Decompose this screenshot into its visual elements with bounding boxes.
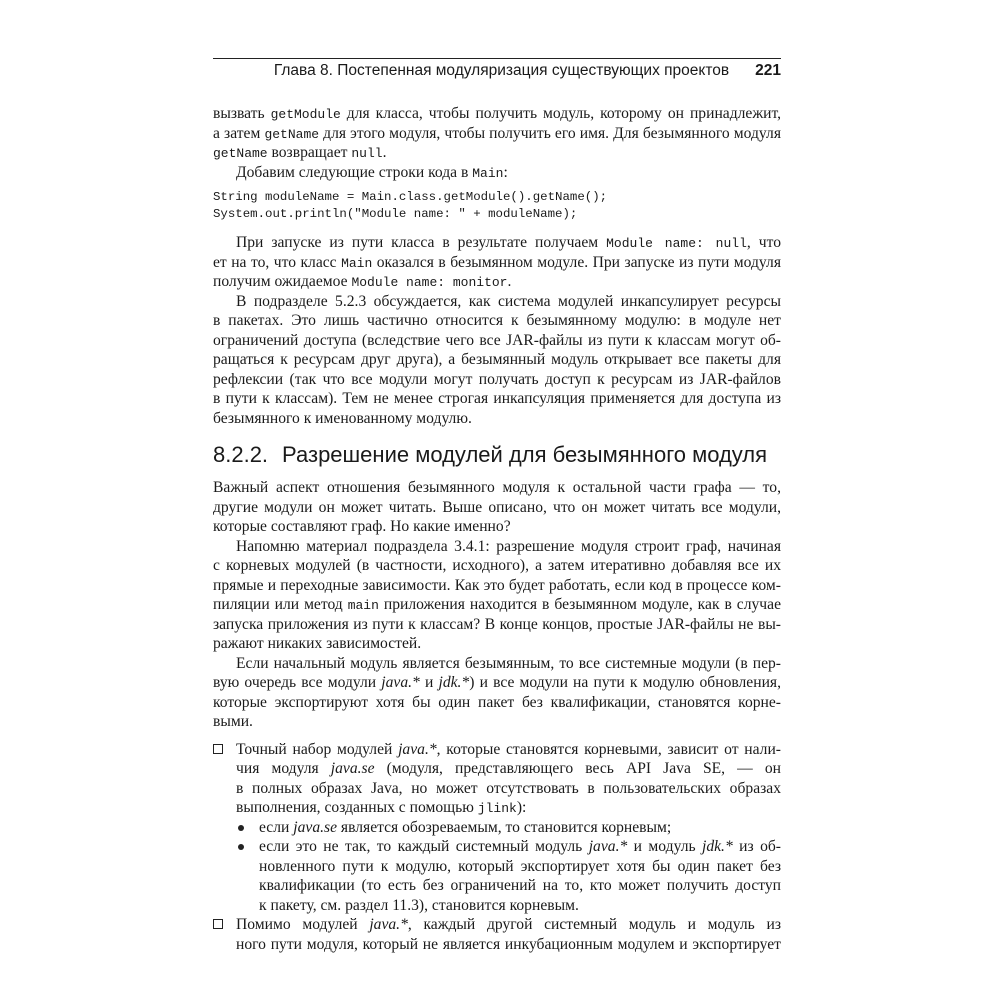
- text-line: если это не так, то каждый системный модуль java.* и модуль jdk.* из об-: [259, 838, 781, 855]
- text-line: другие модули он может читать. Выше описано, что он может читать все модули,: [213, 498, 781, 516]
- paragraph: [213, 654, 781, 732]
- chapter-title: Глава 8. Постепенная модуляризация существующих проектов: [273, 62, 730, 79]
- text-line: рефлексии (так что все модули могут получать доступ к ресурсам из JAR-файлов: [213, 370, 781, 388]
- text-line: в пакетах. Это лишь частично относится к безымянному модулю: в модуле нет: [213, 312, 781, 329]
- paragraph: [213, 292, 781, 429]
- text-line: которые составляют граф. Но какие именно?: [213, 518, 511, 535]
- text-line: Важный аспект отношения безымянного модуля к остальной части графа — то,: [213, 479, 781, 496]
- paragraph: [213, 478, 781, 537]
- text-line: а затем getName для этого модуля, чтобы получить его имя. Для безымянного модуля: [213, 124, 781, 142]
- text-line: квалификации (то есть без ограничений на то, кто может получить доступ: [259, 877, 781, 894]
- page-number: 221: [755, 62, 781, 79]
- spacer: [213, 428, 781, 440]
- text-line: которые экспортируют хотя бы один пакет без квалификации, становятся корне-: [213, 693, 781, 711]
- text-line: в пути к классам). Тем не менее строгая инкапсуляция применяется для доступа из: [213, 390, 781, 407]
- code-line: System.out.println("Module name: " + moduleName);: [213, 207, 578, 221]
- checkbox-bullet-icon: [213, 919, 223, 929]
- text-line: Если начальный модуль является безымянным, то все системные модули (в пер-: [236, 654, 781, 672]
- text-line: вую очередь все модули java.* и jdk.*) и все модули на пути к модулю обновления,: [213, 674, 781, 691]
- text-line: В подразделе 5.2.3 обсуждается, как система модулей инкапсулирует ресурсы: [236, 292, 781, 310]
- paragraph: [213, 163, 781, 183]
- text-line: безымянного к именованному модулю.: [213, 409, 472, 427]
- section-number: 8.2.2.: [213, 442, 269, 467]
- text-line: запуска приложения из пути к классам? В конце концов, простые JAR-файлы не вы-: [213, 615, 781, 633]
- text-line: Добавим следующие строки кода в Main:: [236, 163, 508, 181]
- text-line: ращаться к ресурсам друг друга), а безымянный модуль открывает все пакеты для: [213, 351, 781, 368]
- paragraph: [213, 104, 781, 163]
- bullet-dot-icon: [238, 844, 244, 850]
- checkbox-bullet-icon: [213, 744, 223, 754]
- section-title: Разрешение модулей для безымянного модуля: [282, 442, 768, 467]
- code-line: String moduleName = Main.class.getModule().getName();: [213, 190, 608, 204]
- text-line: getName возвращает null.: [213, 144, 387, 161]
- text-line: если java.se является обозреваемым, то становится корневым;: [259, 818, 672, 836]
- text-line: вызвать getModule для класса, чтобы получить модуль, которому он принадлежит,: [213, 105, 781, 122]
- page-body: [213, 104, 781, 954]
- code-block: [213, 189, 781, 223]
- text-line: Напомню материал подраздела 3.4.1: разрешение модуля строит граф, начиная: [236, 537, 781, 555]
- spacer: [213, 732, 781, 740]
- text-line: Помимо модулей java.*, каждый другой системный модуль и модуль из: [236, 916, 781, 933]
- section-heading: [213, 440, 781, 470]
- text-line: ного пути модуля, который не является инкубационным модулем и экспортирует: [236, 935, 781, 953]
- text-line: в полных образах Java, но может отсутствовать в пользовательских образах: [236, 779, 781, 797]
- list-item: [213, 915, 781, 954]
- list-item: [213, 740, 781, 818]
- text-line: к пакету, см. раздел 11.3), становится корневым.: [259, 896, 579, 914]
- text-line: прямые и переходные зависимости. Как это будет работать, если код в процессе ком-: [213, 576, 781, 594]
- paragraph: [213, 233, 781, 292]
- sub-list-item: [213, 837, 781, 915]
- text-line: ражают никаких зависимостей.: [213, 635, 422, 652]
- running-header: [213, 62, 781, 84]
- text-line: При запуске из пути класса в результате получаем Module name: null, что: [236, 234, 781, 251]
- sub-list-item: [213, 818, 781, 838]
- text-line: выполнения, созданных с помощью jlink):: [236, 799, 527, 816]
- text-line: получим ожидаемое Module name: monitor.: [213, 273, 512, 290]
- text-line: ограничений доступа (вследствие чего все JAR-файлы из пути к классам могут об-: [213, 331, 781, 349]
- spacer: [213, 470, 781, 478]
- paragraph: [213, 537, 781, 654]
- text-line: пиляции или метод main приложения находится в безымянном модуле, как в случае: [213, 596, 781, 613]
- text-line: новленного пути к модулю, который экспортирует хотя бы один пакет без: [259, 857, 781, 875]
- text-line: выми.: [213, 713, 253, 730]
- text-line: с корневых модулей (в частности, исходного), а затем итеративно добавляя все их: [213, 557, 781, 574]
- bullet-dot-icon: [238, 825, 244, 831]
- text-line: чия модуля java.se (модуля, представляющего весь API Java SE, — он: [236, 760, 781, 777]
- header-rule: [213, 58, 781, 59]
- text-line: Точный набор модулей java.*, которые становятся корневыми, зависит от нали-: [236, 740, 781, 758]
- text-line: ет на то, что класс Main оказался в безымянном модуле. При запуске из пути модуля: [213, 253, 781, 271]
